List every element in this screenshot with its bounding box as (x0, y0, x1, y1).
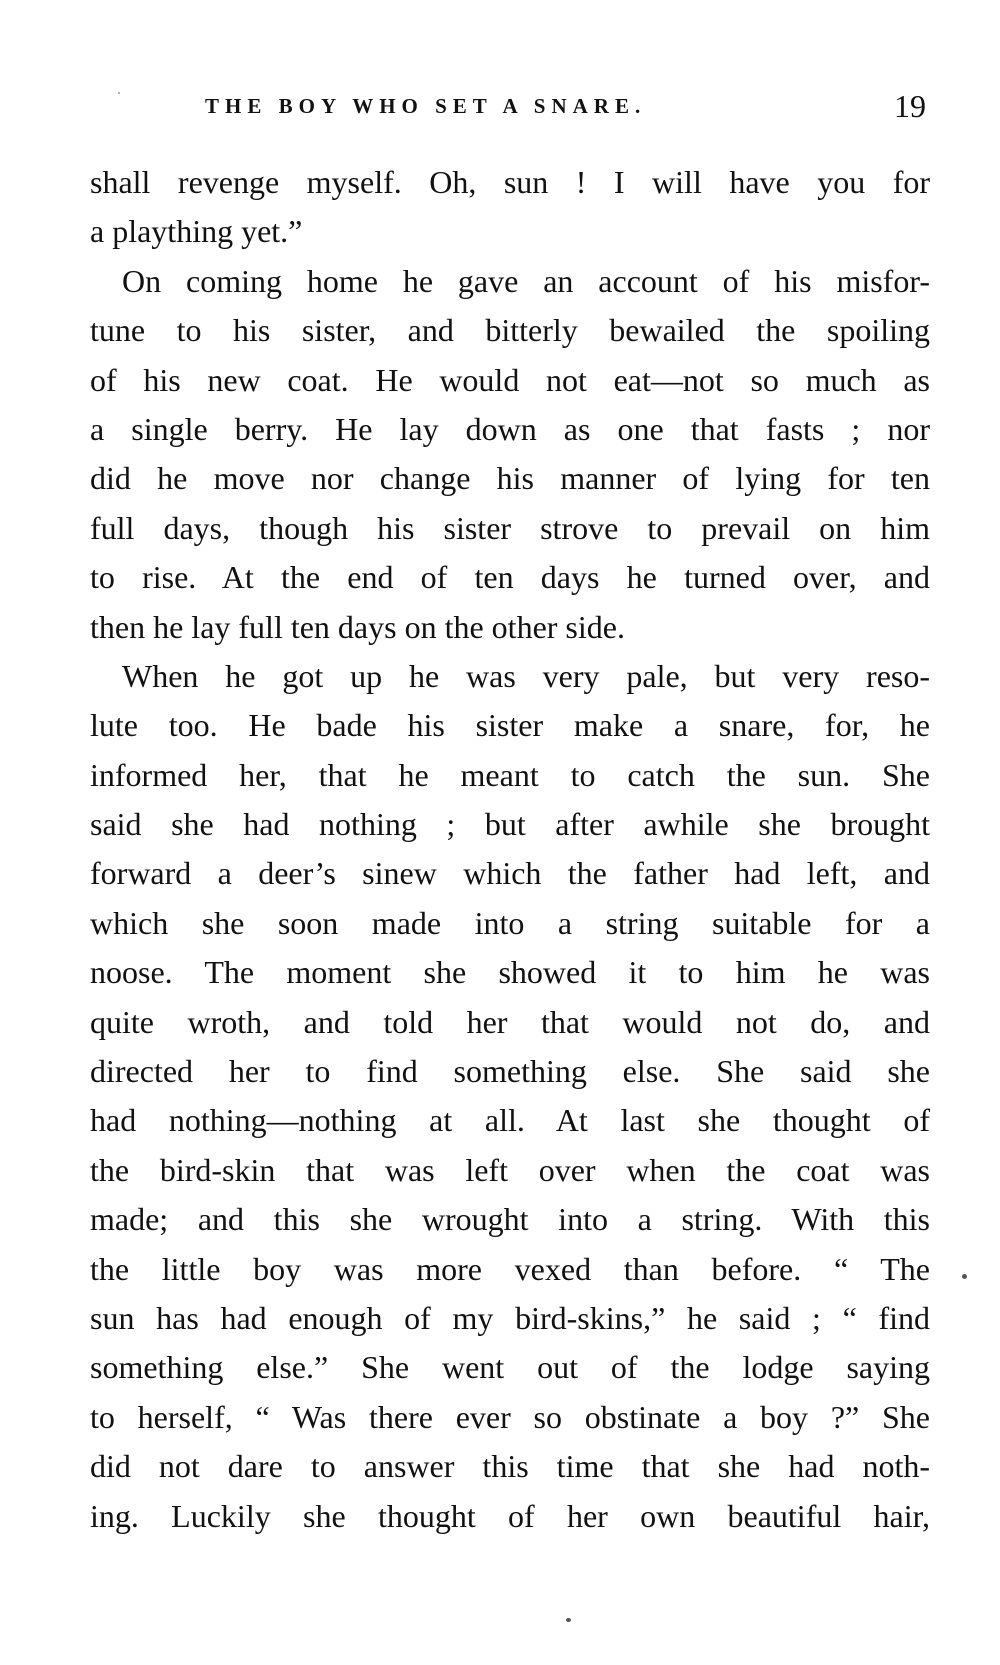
text-line: shall revenge myself. Oh, sun ! I will have you for (90, 164, 930, 200)
page-header (90, 88, 926, 128)
text-line: tune to his sister, and bitterly bewailed the spoiling (90, 312, 930, 349)
print-speck (962, 1274, 967, 1279)
text-line: the little boy was more vexed than before. “ The (90, 1250, 930, 1287)
text-line: which she soon made into a string suitable for a (90, 904, 930, 941)
text-line: When he got up he was very pale, but very reso- (122, 657, 930, 694)
text-line: quite wroth, and told her that would not do, and (90, 1003, 930, 1040)
running-title: THE BOY WHO SET A SNARE. (205, 94, 647, 118)
text-line: did not dare to answer this time that she had noth- (90, 1448, 930, 1485)
text-line: sun has had enough of my bird-skins,” he said ; “ find (90, 1299, 930, 1336)
text-line: forward a deer’s sinew which the father had left, and (90, 855, 930, 892)
text-line: informed her, that he meant to catch the sun. She (90, 756, 930, 793)
text-line: a plaything yet.” (90, 213, 303, 250)
text-line: noose. The moment she showed it to him he was (90, 954, 930, 991)
body-text (90, 158, 930, 1541)
text-line: made; and this she wrought into a string. With this (90, 1201, 930, 1238)
text-line: to herself, “ Was there ever so obstinate a boy ?” She (90, 1398, 930, 1435)
text-line: something else.” She went out of the lodge saying (90, 1349, 930, 1386)
text-line: the bird-skin that was left over when the coat was (90, 1151, 930, 1188)
text-line: did he move nor change his manner of lying for ten (90, 460, 930, 497)
text-line: then he lay full ten days on the other side. (90, 608, 625, 645)
text-line: directed her to find something else. She said she (90, 1053, 930, 1090)
page-number: 19 (894, 88, 926, 124)
text-line: said she had nothing ; but after awhile she brought (90, 806, 930, 843)
text-line: to rise. At the end of ten days he turned over, and (90, 559, 930, 596)
text-line: full days, though his sister strove to prevail on him (90, 509, 930, 546)
print-speck (566, 1618, 571, 1622)
text-line: lute too. He bade his sister make a snare, for, he (90, 707, 930, 744)
text-line: had nothing—nothing at all. At last she thought of (90, 1102, 930, 1139)
text-line: ing. Luckily she thought of her own beautiful hair, (90, 1497, 930, 1534)
print-speck (118, 92, 120, 94)
text-line: of his new coat. He would not eat—not so much as (90, 361, 930, 398)
text-line: On coming home he gave an account of his misfor- (122, 262, 930, 299)
text-line: a single berry. He lay down as one that fasts ; nor (90, 410, 930, 447)
